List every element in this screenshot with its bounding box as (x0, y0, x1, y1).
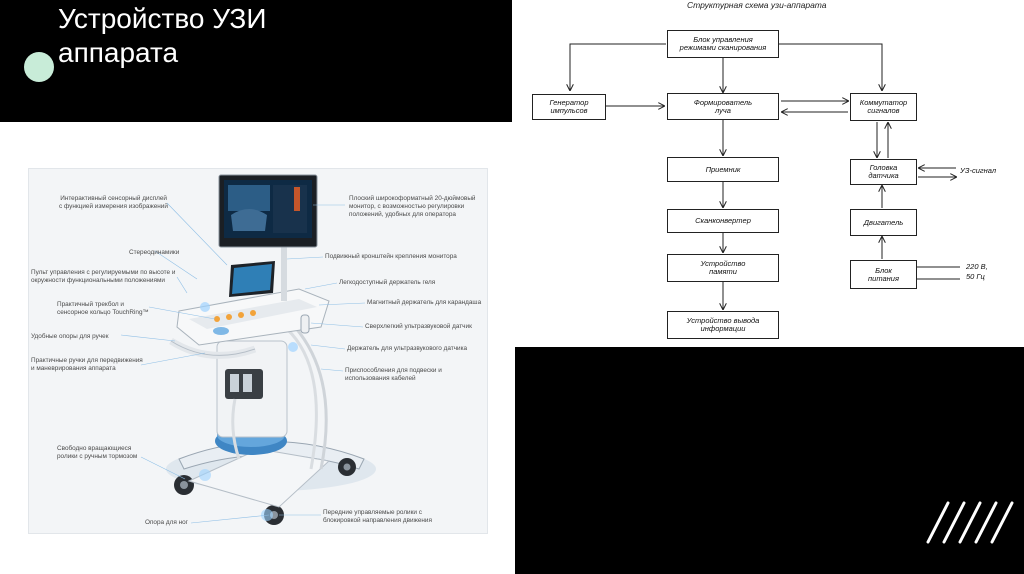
block-memory: Устройство памяти (667, 254, 779, 282)
bullet-dot (24, 52, 54, 82)
annotation-handle-rests: Удобные опоры для ручек (31, 333, 109, 340)
annotation-trackball: Практичный трекбол и сенсорное кольцо TouchRing™ (57, 301, 149, 316)
slide-title-line-2: аппарата (58, 37, 179, 68)
annotation-probe-holder: Держатель для ультразвукового датчика (347, 345, 468, 352)
diagram-title: Структурная схема узи-аппарата (687, 0, 827, 10)
block-scan-control: Блок управления режимами сканирования (667, 30, 779, 58)
annotation-speakers: Стереодинамики (129, 249, 180, 256)
annotation-front-wheels: Передние управляемые ролики с блокировкой направления движения (323, 509, 432, 524)
annotation-rear-wheels: Свободно вращающиеся ролики с ручным тормозом (57, 445, 138, 460)
structural-diagram (512, 0, 1024, 350)
ultrasound-machine-figure (28, 168, 488, 534)
annotation-cable-hangers: Приспособления для подвески и использования кабелей (345, 367, 442, 382)
annotation-handles: Практичные ручки для передвижения и маневрирования аппарата (31, 357, 143, 372)
mains-power-label: 220 В, 50 Гц (966, 262, 988, 281)
slide-title (58, 2, 266, 70)
annotation-foot-rest: Опора для ног (145, 519, 188, 526)
annotation-touch-display: Интерактивный сенсорный дисплей с функцией измерения изображений (59, 195, 168, 210)
slide-title-line-1: Устройство УЗИ (58, 3, 267, 34)
ultrasound-signal-label: УЗ-сигнал (960, 166, 997, 175)
annotation-gel-holder: Легкодоступный держатель геля (339, 279, 436, 286)
annotation-monitor-arm: Подвижный кронштейн крепления монитора (325, 253, 457, 260)
block-output-device: Устройство вывода информации (667, 311, 779, 339)
block-pulse-generator: Генератор импульсов (532, 94, 606, 120)
annotation-control-panel: Пульт управления с регулируемыми по высоте и окружности функциональными положениями (31, 269, 176, 284)
block-signal-switch: Коммутатор сигналов (850, 93, 917, 121)
block-scan-converter: Сканконвертер (667, 209, 779, 233)
title-band (0, 0, 512, 122)
block-beamformer: Формирователь луча (667, 93, 779, 120)
block-receiver: Приемник (667, 157, 779, 182)
decorative-slashes-icon (926, 500, 1016, 545)
block-motor: Двигатель (850, 209, 917, 236)
block-power-supply: Блок питания (850, 260, 917, 289)
block-probe-head: Головка датчика (850, 159, 917, 185)
annotation-pencil-holder: Магнитный держатель для карандаша (367, 299, 482, 306)
annotation-monitor: Плоский широкоформатный 20-дюймовый монитор, с возможностью регулировки положений, удобных для оператора (349, 195, 476, 218)
annotation-probe: Сверхлегкий ультразвуковой датчик (365, 323, 472, 330)
